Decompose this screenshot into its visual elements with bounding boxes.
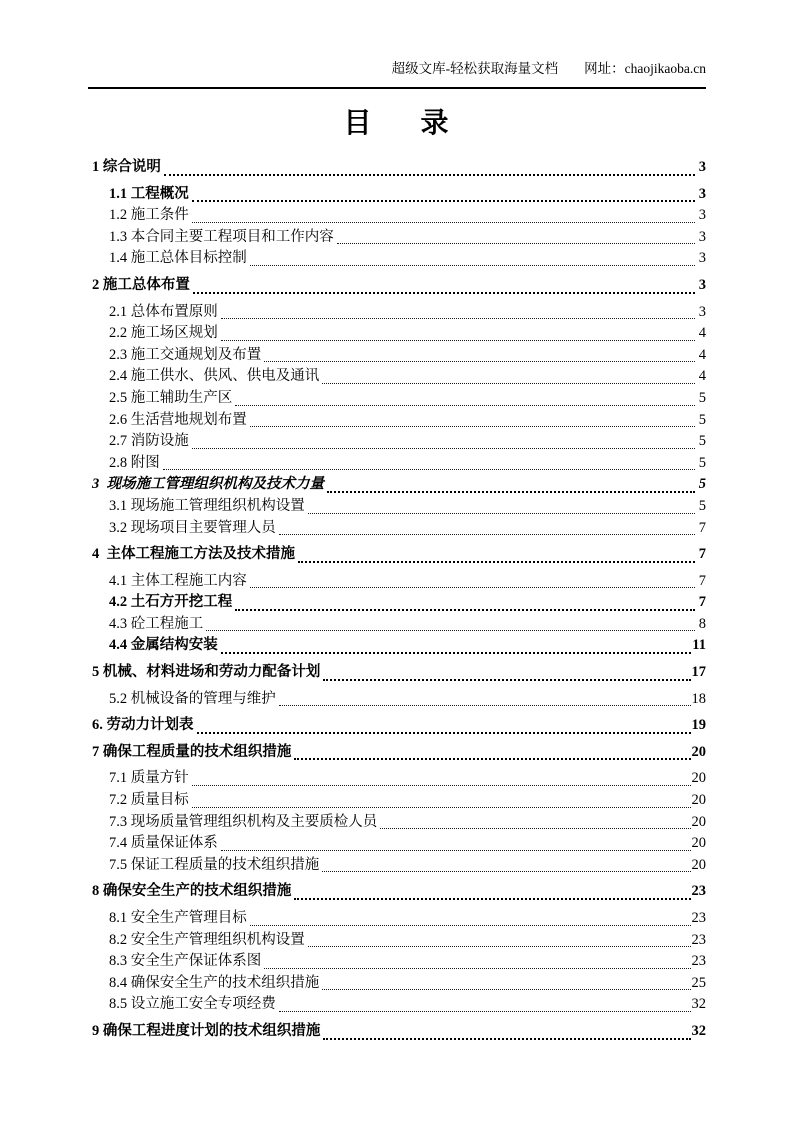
toc-entry-text: 7.2 质量目标 xyxy=(109,792,189,809)
toc-page-number: 20 xyxy=(691,792,706,809)
toc-entry-text: 1.4 施工总体目标控制 xyxy=(109,250,247,267)
toc-leader-dots xyxy=(192,222,695,223)
toc-leader-dots xyxy=(235,609,695,611)
toc-leader-dots xyxy=(279,1011,691,1012)
toc-entry-text: 5.2 机械设备的管理与维护 xyxy=(109,690,276,707)
toc-page-number: 18 xyxy=(691,690,706,707)
toc-leader-dots xyxy=(192,785,691,786)
toc-entry-text: 1.3 本合同主要工程项目和工作内容 xyxy=(109,228,334,245)
toc-page-number: 8 xyxy=(698,615,706,632)
toc-entry xyxy=(92,544,706,566)
toc-page-number: 3 xyxy=(698,207,706,224)
toc-entry-text: 2.8 附图 xyxy=(109,454,160,471)
toc-leader-dots xyxy=(221,850,691,851)
toc-leader-dots xyxy=(279,705,691,706)
toc-entry-text: 2.5 施工辅助生产区 xyxy=(109,389,233,406)
toc-page-number: 20 xyxy=(691,835,706,852)
toc-page-number: 5 xyxy=(698,411,706,428)
page-header xyxy=(88,60,706,78)
toc-entry-text: 1.1 工程概况 xyxy=(109,185,189,202)
toc-leader-dots xyxy=(250,925,691,926)
toc-leader-dots xyxy=(294,898,690,900)
toc-entry-text: 2.6 生活营地规划布置 xyxy=(109,411,247,428)
toc-leader-dots xyxy=(322,383,695,384)
toc-entry-text: 2.2 施工场区规划 xyxy=(109,325,218,342)
toc-entry xyxy=(92,431,706,453)
toc-page-number: 5 xyxy=(698,476,706,493)
toc-entry-text: 2.3 施工交通规划及布置 xyxy=(109,346,262,363)
toc-entry xyxy=(92,715,706,737)
toc-entry xyxy=(92,592,706,614)
toc-leader-dots xyxy=(192,200,695,202)
toc-leader-dots xyxy=(294,758,690,760)
toc-leader-dots xyxy=(206,630,695,631)
toc-entry xyxy=(92,951,706,973)
toc-entry xyxy=(92,614,706,636)
toc-leader-dots xyxy=(221,652,692,654)
toc-leader-dots xyxy=(221,318,695,319)
toc-entry xyxy=(92,635,706,657)
toc-page-number: 5 xyxy=(698,433,706,450)
toc-page-number: 7 xyxy=(698,594,706,611)
toc-leader-dots xyxy=(250,587,695,588)
toc-entry-text: 4.3 砼工程施工 xyxy=(109,615,204,632)
toc-leader-dots xyxy=(322,989,690,990)
toc-entry xyxy=(92,742,706,764)
toc-page-number: 7 xyxy=(698,546,706,563)
toc-entry-text: 2.4 施工供水、供风、供电及通讯 xyxy=(109,368,320,385)
toc-entry-text: 2.7 消防设施 xyxy=(109,433,189,450)
toc-leader-dots xyxy=(192,448,695,449)
toc-entry-text: 8.3 安全生产保证体系图 xyxy=(109,953,262,970)
toc-leader-dots xyxy=(250,265,695,266)
toc-entry-text: 2 施工总体布置 xyxy=(92,276,190,293)
toc-page-number: 3 xyxy=(698,276,706,293)
toc-leader-dots xyxy=(322,871,690,872)
toc-entry xyxy=(92,518,706,540)
toc-leader-dots xyxy=(337,243,695,244)
toc-entry-text: 8 确保安全生产的技术组织措施 xyxy=(92,883,292,900)
toc-entry xyxy=(92,474,706,496)
toc-entry xyxy=(92,323,706,345)
toc-entry xyxy=(92,366,706,388)
toc-entry xyxy=(92,496,706,518)
toc-entry xyxy=(92,184,706,206)
toc-page-number: 3 xyxy=(698,185,706,202)
toc-page-number: 4 xyxy=(698,368,706,385)
toc-entry-text: 7.4 质量保证体系 xyxy=(109,835,218,852)
header-brand-text: 超级文库-轻松获取海量文档 xyxy=(391,61,559,76)
toc-entry xyxy=(92,302,706,324)
toc-page-number: 23 xyxy=(691,931,706,948)
toc-leader-dots xyxy=(164,174,695,176)
toc-page-number: 19 xyxy=(691,717,706,734)
toc-page-number: 20 xyxy=(691,743,706,760)
toc-entry-text: 8.4 确保安全生产的技术组织措施 xyxy=(109,974,320,991)
toc-leader-dots xyxy=(197,732,691,734)
toc-page-number: 3 xyxy=(698,303,706,320)
toc-page-number: 32 xyxy=(691,1022,706,1039)
toc-entry xyxy=(92,571,706,593)
toc-entry xyxy=(92,973,706,995)
toc-entry-text: 4.4 金属结构安装 xyxy=(109,637,218,654)
toc-entry-text: 8.1 安全生产管理目标 xyxy=(109,910,247,926)
toc-page-number: 32 xyxy=(691,996,706,1013)
toc-leader-dots xyxy=(327,491,695,493)
toc-entry xyxy=(92,930,706,952)
toc-page-number: 5 xyxy=(698,497,706,514)
toc-entry-text: 3 现场施工管理组织机构及技术力量 xyxy=(92,476,324,493)
toc-page-number: 23 xyxy=(691,953,706,970)
toc-entry-text: 7.5 保证工程质量的技术组织措施 xyxy=(109,856,320,873)
header-divider-line xyxy=(88,87,706,89)
toc-entry-text: 9 确保工程进度计划的技术组织措施 xyxy=(92,1022,321,1039)
toc-page-number: 25 xyxy=(691,974,706,991)
toc-entry xyxy=(92,388,706,410)
header-site-url: 网址：chaojikaoba.cn xyxy=(584,61,706,76)
toc-entry xyxy=(92,855,706,877)
toc-leader-dots xyxy=(298,561,695,563)
toc-page-number: 4 xyxy=(698,346,706,363)
toc-entry-text: 5 机械、材料进场和劳动力配备计划 xyxy=(92,664,321,681)
toc-page-number: 3 xyxy=(698,159,706,175)
toc-entry xyxy=(92,227,706,249)
toc-page-number: 7 xyxy=(698,519,706,536)
toc-entry xyxy=(92,345,706,367)
toc-entry-text: 1 综合说明 xyxy=(92,159,161,175)
toc-entry xyxy=(92,881,706,903)
toc-page-number: 23 xyxy=(691,910,706,926)
toc-leader-dots xyxy=(264,968,690,969)
toc-entry-text: 3.1 现场施工管理组织机构设置 xyxy=(109,497,305,514)
toc-leader-dots xyxy=(192,807,691,808)
toc-entry xyxy=(92,453,706,475)
toc-entry-text: 7.1 质量方针 xyxy=(109,770,189,787)
toc-leader-dots xyxy=(308,513,695,514)
toc-entry xyxy=(92,248,706,270)
toc-list xyxy=(92,152,706,1048)
toc-leader-dots xyxy=(323,1038,690,1040)
toc-entry-text: 8.5 设立施工安全专项经费 xyxy=(109,996,276,1013)
toc-entry-text: 1.2 施工条件 xyxy=(109,207,189,224)
toc-leader-dots xyxy=(323,679,690,681)
toc-entry xyxy=(92,908,706,930)
toc-leader-dots xyxy=(193,292,695,294)
toc-page-number: 3 xyxy=(698,250,706,267)
toc-page-number: 5 xyxy=(698,454,706,471)
toc-entry-text: 8.2 安全生产管理组织机构设置 xyxy=(109,931,305,948)
toc-leader-dots xyxy=(380,828,690,829)
toc-page-number: 7 xyxy=(698,572,706,589)
toc-entry xyxy=(92,689,706,711)
toc-entry xyxy=(92,812,706,834)
toc-entry xyxy=(92,1021,706,1043)
toc-entry xyxy=(92,790,706,812)
toc-page-number: 4 xyxy=(698,325,706,342)
toc-leader-dots xyxy=(264,361,695,362)
toc-entry xyxy=(92,157,706,179)
toc-page-number: 23 xyxy=(691,883,706,900)
toc-page-number: 11 xyxy=(692,637,706,654)
toc-leader-dots xyxy=(308,946,691,947)
toc-leader-dots xyxy=(221,340,695,341)
toc-entry xyxy=(92,768,706,790)
toc-entry xyxy=(92,410,706,432)
toc-entry xyxy=(92,833,706,855)
toc-page-number: 20 xyxy=(691,770,706,787)
toc-entry-text: 7 确保工程质量的技术组织措施 xyxy=(92,743,292,760)
toc-page-number: 17 xyxy=(691,664,706,681)
toc-entry-text: 4.2 土石方开挖工程 xyxy=(109,594,233,611)
toc-entry-text: 2.1 总体布置原则 xyxy=(109,303,218,320)
toc-leader-dots xyxy=(250,426,695,427)
toc-page-number: 20 xyxy=(691,856,706,873)
toc-leader-dots xyxy=(163,469,695,470)
toc-entry-text: 7.3 现场质量管理组织机构及主要质检人员 xyxy=(109,813,378,830)
toc-leader-dots xyxy=(235,405,695,406)
toc-leader-dots xyxy=(279,534,695,535)
toc-page-number: 3 xyxy=(698,228,706,245)
toc-page-number: 5 xyxy=(698,389,706,406)
toc-entry-text: 4.1 主体工程施工内容 xyxy=(109,572,247,589)
toc-entry-text: 3.2 现场项目主要管理人员 xyxy=(109,519,276,536)
toc-entry xyxy=(92,205,706,227)
toc-entry xyxy=(92,662,706,684)
toc-entry-text: 6. 劳动力计划表 xyxy=(92,717,194,734)
toc-entry-text: 4 主体工程施工方法及技术措施 xyxy=(92,546,295,563)
toc-page-number: 20 xyxy=(691,813,706,830)
toc-entry xyxy=(92,275,706,297)
toc-entry xyxy=(92,994,706,1016)
page-title: 目 录 xyxy=(343,108,450,139)
